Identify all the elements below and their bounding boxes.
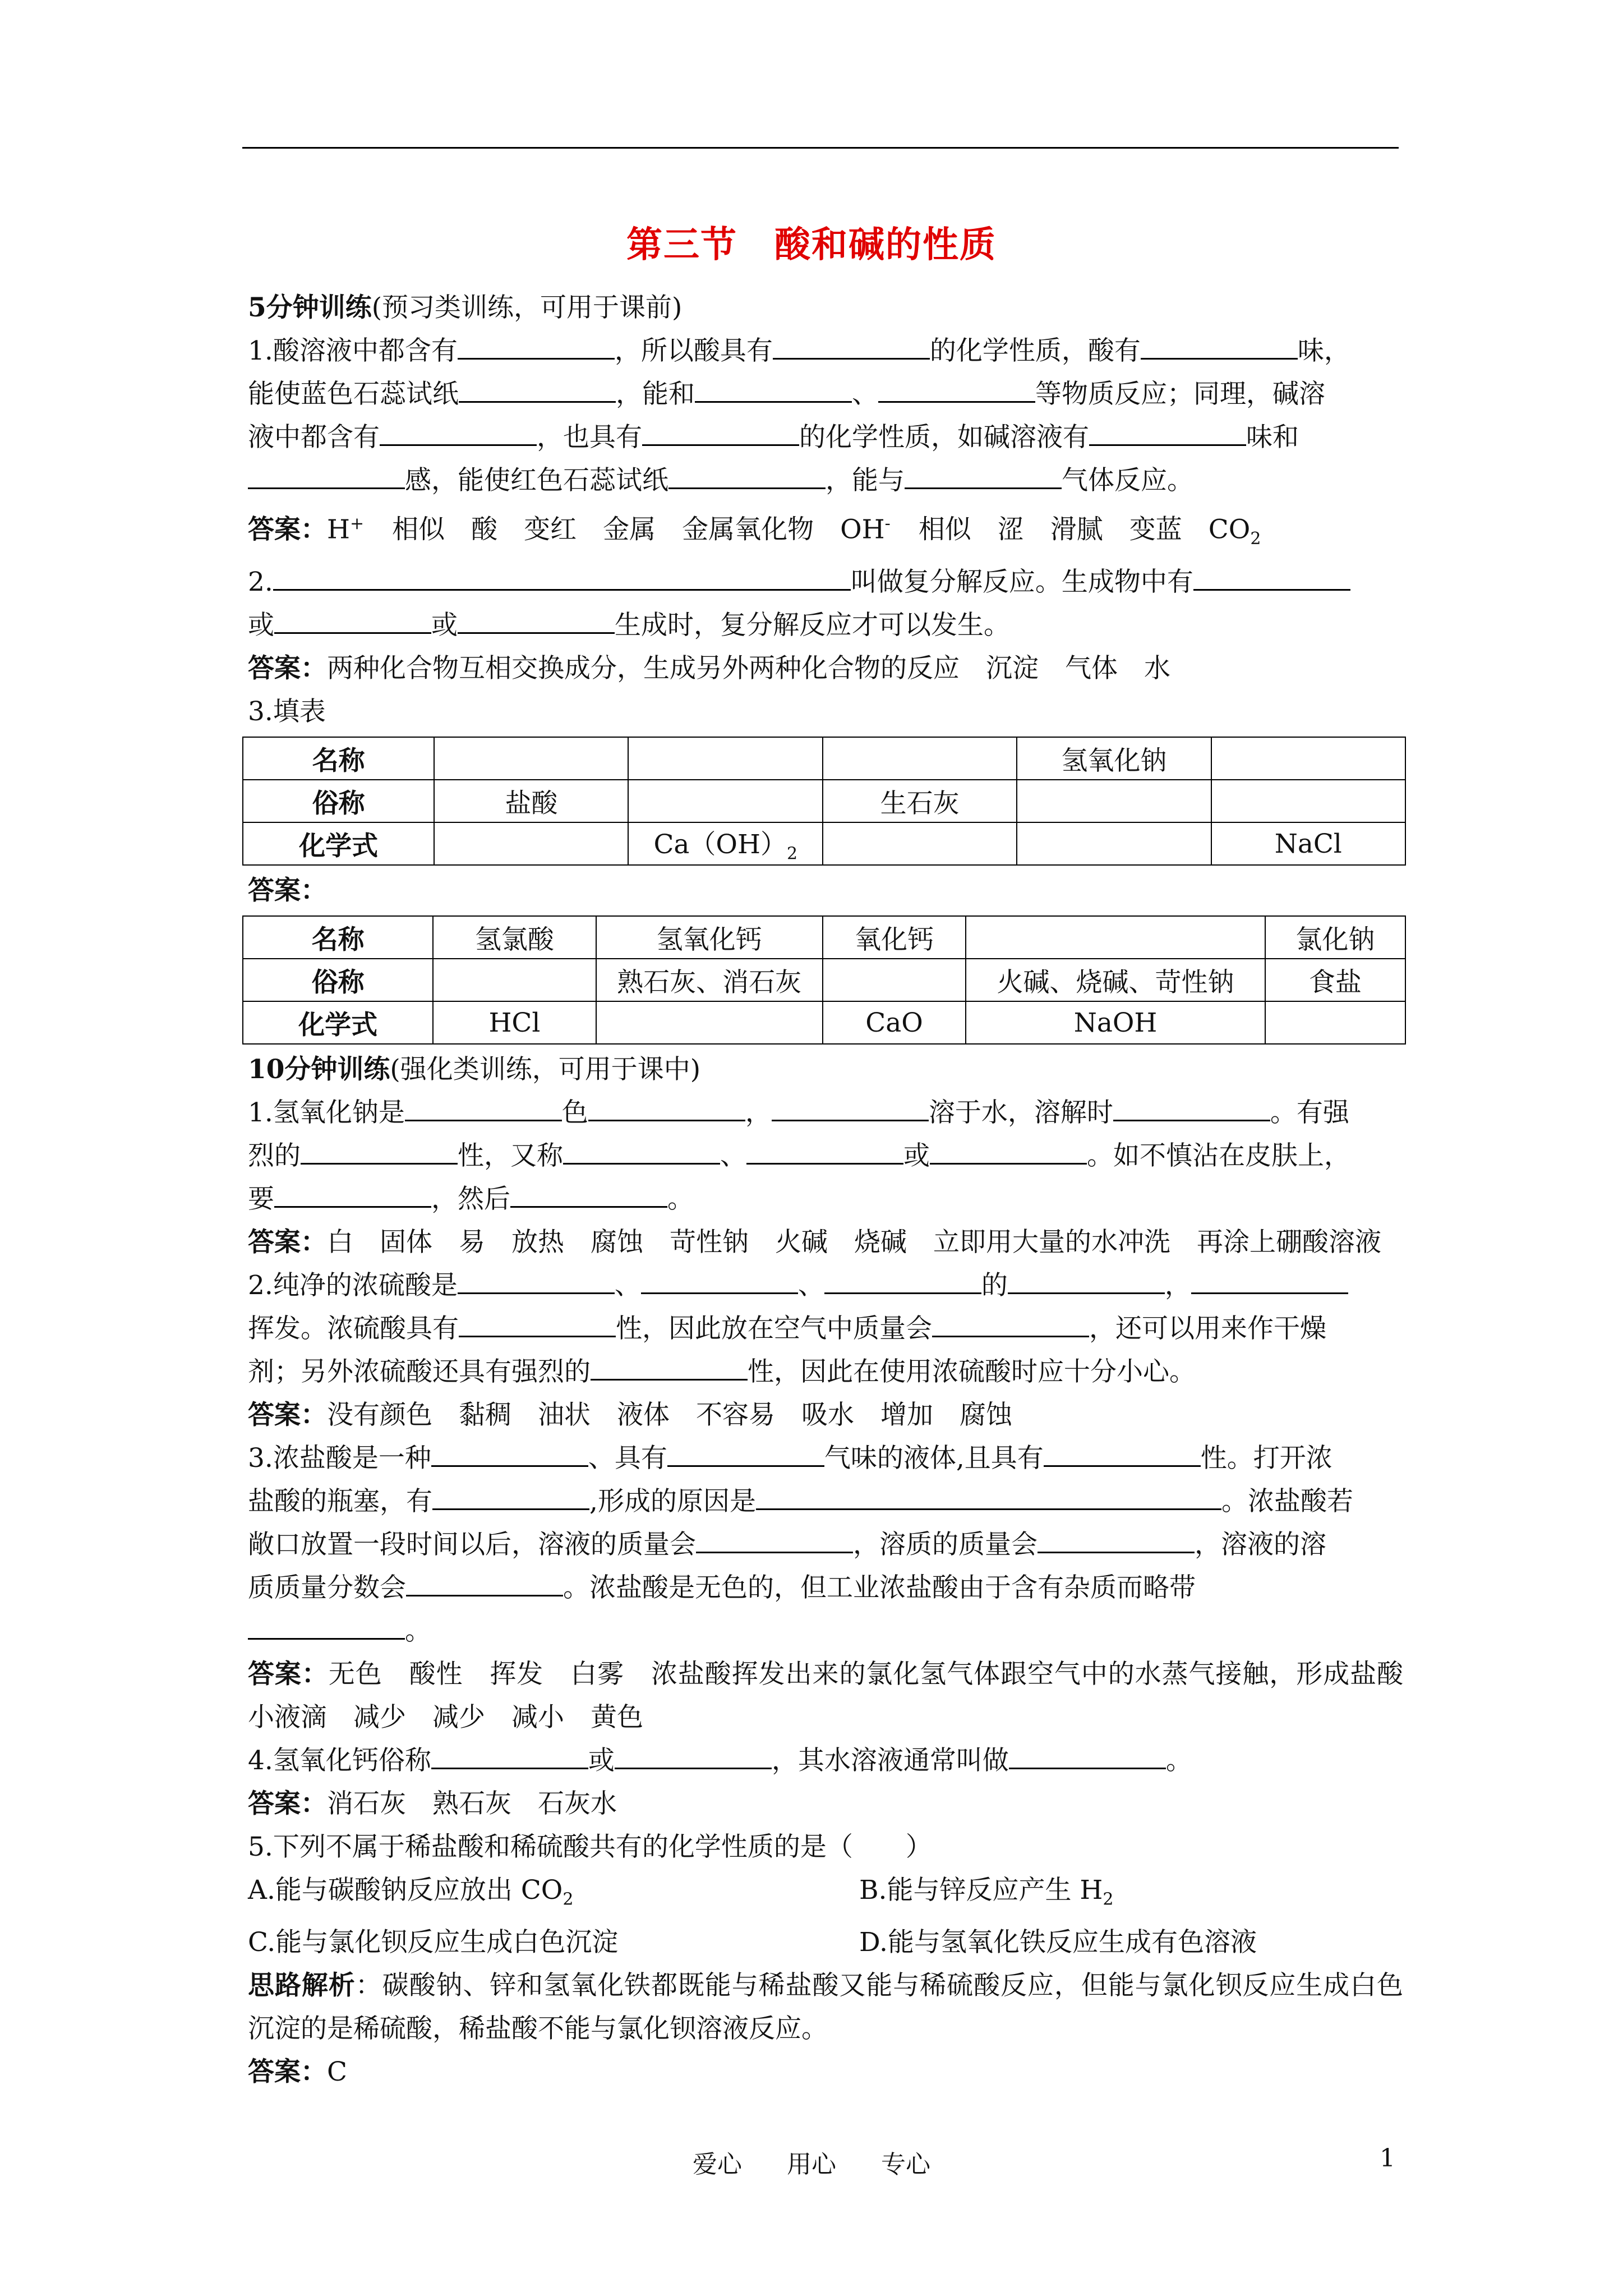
s2-q5-stem: 5.下列不属于稀盐酸和稀硫酸共有的化学性质的是（ ） <box>248 1832 932 1863</box>
fill-table <box>242 737 1406 866</box>
option-a: A.能与碳酸钠反应放出 $CO_2$ <box>248 1875 574 1910</box>
table-row: 化学式 HCl CaO NaOH <box>243 1001 1405 1044</box>
s1-q1-answer: 答案：H+ 相似 酸 变红 金属 金属氧化物 OH- 相似 涩 滑腻 变蓝 $CO_2$ <box>248 514 1261 549</box>
s1-q2-answer: 答案：两种化合物互相交换成分，生成另外两种化合物的反应 沉淀 气体 水 <box>248 653 1170 684</box>
s2-q4: 4.氢氧化钙俗称 或 ，其水溶液通常叫做 。 <box>248 1745 1192 1777</box>
page-footer: 爱心 用心 专心 <box>693 2150 930 2179</box>
s2-q5-answer: 答案：C <box>248 2056 347 2088</box>
s2-q3: 3.浓盐酸是一种 、具有 气味的液体,且具有 性。打开浓 盐酸的瓶塞，有 ,形成的原因是 。浓盐酸若 敞口放置一段时间以后，溶液的质量会 ，溶质的质量会 ，溶液的溶 质质量分数会 。浓盐酸是无色的，但工业浓盐酸由于含有杂质而略带 。 <box>248 1443 1353 1647</box>
options-row-1 <box>248 1869 1403 1921</box>
header-rule <box>242 147 1399 149</box>
s1-q1: 1.酸溶液中都含有 ，所以酸具有 的化学性质，酸有 味， 能使蓝色石蕊试纸 ，能和 、 等物质反应；同理，碱溶 液中都含有 ，也具有 的化学性质，如碱溶液有 味和 感，能使红色石蕊试纸 ，能与 气体反应。 <box>248 335 1350 496</box>
s2-q1: 1.氢氧化钠是 色 ， 溶于水，溶解时 。有强 烈的 性，又称 、 或 。如不慎沾在皮肤上， 要 ，然后 。 <box>248 1097 1350 1215</box>
option-b: B.能与锌反应产生 $H_2$ <box>859 1875 1114 1910</box>
s2-q1-answer: 答案：白 固体 易 放热 腐蚀 苛性钠 火碱 烧碱 立即用大量的水冲洗 再涂上硼酸溶液 <box>248 1227 1381 1258</box>
option-c: C.能与氯化钡反应生成白色沉淀 <box>248 1927 619 1958</box>
s2-q2-answer: 答案：没有颜色 黏稠 油状 液体 不容易 吸水 增加 腐蚀 <box>248 1400 1012 1431</box>
table-row: 俗称 熟石灰、消石灰 火碱、烧碱、苛性钠 食盐 <box>243 959 1405 1001</box>
s2-q3-answer: 答案：无色 酸性 挥发 白雾 浓盐酸挥发出来的氯化氢气体跟空气中的水蒸气接触，形成盐酸小液滴 减少 减少 减小 黄色 <box>248 1659 1404 1733</box>
options-row-2 <box>248 1921 1403 1964</box>
s1-q3-answer-label: 答案： <box>248 875 327 907</box>
s2-q2: 2.纯净的浓硫酸是 、 、 的 ， 挥发。浓硫酸具有 性，因此放在空气中质量会 ，还可以用来作干燥 剂；另外浓硫酸还具有强烈的 性，因此在使用浓硫酸时应十分小心。 <box>248 1264 1403 1393</box>
table-row: 名称 氢氯酸 氢氧化钙 氧化钙 氯化钠 <box>243 916 1405 959</box>
answer-table <box>242 915 1406 1045</box>
s1-q3-label: 3.填表 <box>248 696 326 728</box>
s2-q5-analysis: 思路解析：碳酸钠、锌和氢氧化铁都既能与稀盐酸又能与稀硫酸反应，但能与氯化钡反应生成白色沉淀的是稀硫酸，稀盐酸不能与氯化钡溶液反应。 <box>248 1970 1404 2045</box>
table-row: 俗称 盐酸 生石灰 <box>243 780 1405 822</box>
option-d: D.能与氢氧化铁反应生成有色溶液 <box>859 1927 1257 1958</box>
table-row: 化学式 $Ca(OH)_2$ NaCl <box>243 822 1405 865</box>
s1-q2: 2. 叫做复分解反应。生成物中有 或 或 生成时，复分解反应才可以发生。 <box>248 560 1403 647</box>
section2-heading: 10分钟训练(强化类训练，可用于课中) <box>248 1054 701 1085</box>
content-body <box>248 286 1403 2093</box>
page-number: 1 <box>1380 2144 1395 2173</box>
page-title: 第三节 酸和碱的性质 <box>626 224 997 266</box>
section1-heading: 5分钟训练(预习类训练，可用于课前) <box>248 292 683 323</box>
s2-q4-answer: 答案：消石灰 熟石灰 石灰水 <box>248 1788 617 1820</box>
table-row: 名称 氢氧化钠 <box>243 737 1405 780</box>
